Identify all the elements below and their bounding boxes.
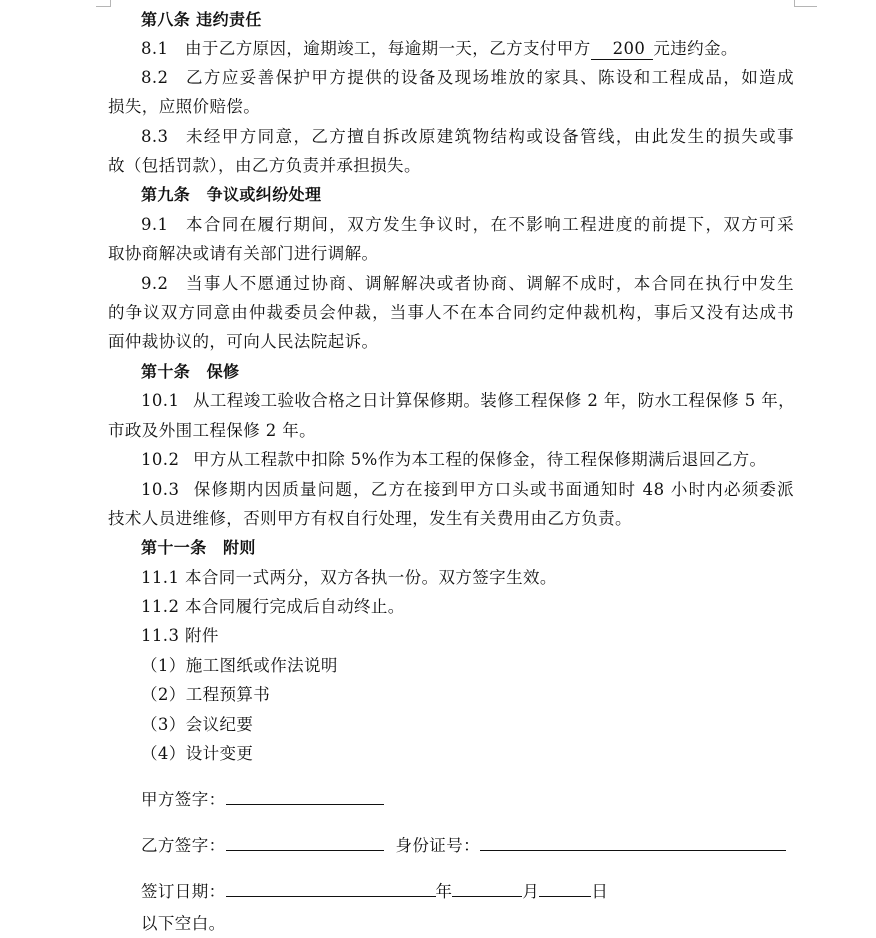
clause-8-3 [108,122,794,151]
clause-11-3: 11.3 附件 [141,626,219,645]
clause-number: 9.2 [141,274,169,293]
section-heading-10: 第十条 保修 [141,362,240,381]
section-heading-8: 第八条 违约责任 [141,10,262,29]
party-b-signature-row [108,830,794,859]
clause-text: 当事人不愿通过协商、调解解决或者协商、调解不成时，本合同在执行中发生 [185,274,794,293]
penalty-amount: 200 [591,39,654,60]
clause-10-2 [108,445,794,474]
attachment-1: （1）施工图纸或作法说明 [141,656,338,675]
clause-text: 未经甲方同意，乙方擅自拆改原建筑物结构或设备管线，由此发生的损失或事 [185,127,794,146]
party-a-signature-field[interactable] [226,784,384,805]
day-field[interactable] [539,876,591,897]
clause-text: 保修期内因质量问题，乙方在接到甲方口头或书面通知时 48 小时内必须委派 [193,480,794,499]
clause-9-2-cont: 的争议双方同意由仲裁委员会仲裁，当事人不在本合同约定仲裁机构，事后又没有达成书 [108,303,794,322]
clause-number: 8.1 [141,39,169,58]
clause-number: 10.2 [141,450,180,469]
party-a-label: 甲方签字： [141,790,226,809]
clause-9-2 [108,269,794,298]
clause-text: 本合同在履行期间，双方发生争议时，在不影响工程进度的前提下，双方可采 [185,215,794,234]
party-b-label: 乙方签字： [141,836,226,855]
clause-8-3-cont: 故（包括罚款），由乙方负责并承担损失。 [108,156,421,175]
clause-8-2 [108,63,794,92]
clause-10-1 [108,386,794,415]
clause-number: 8.2 [141,68,169,87]
signing-date-row [108,876,794,905]
clause-8-2-cont: 损失，应照价赔偿。 [108,97,261,116]
clause-text: 由于乙方原因，逾期竣工，每逾期一天，乙方支付甲方 [185,39,591,58]
clause-10-3 [108,475,794,504]
clause-11-1: 11.1 本合同一式两分，双方各执一份。双方签字生效。 [141,568,557,587]
id-number-field[interactable] [480,830,786,851]
month-label: 月 [522,882,540,901]
clause-text: 从工程竣工验收合格之日计算保修期。装修工程保修 2 年，防水工程保修 5 年， [193,391,796,410]
attachment-2: （2）工程预算书 [141,685,271,704]
clause-text: 甲方从工程款中扣除 5%作为本工程的保修金，待工程保修期满后退回乙方。 [193,450,767,469]
section-heading-11: 第十一条 附则 [141,538,256,557]
year-field[interactable] [226,876,436,897]
clause-9-1-cont: 取协商解决或请有关部门进行调解。 [108,244,379,263]
clause-text: 乙方应妥善保护甲方提供的设备及现场堆放的家具、陈设和工程成品，如造成 [185,68,794,87]
party-a-signature-row [108,784,794,813]
attachment-3: （3）会议纪要 [141,715,254,734]
blank-note: 以下空白。 [141,914,226,933]
clause-9-1 [108,210,794,239]
clause-number: 10.3 [141,480,180,499]
clause-number: 10.1 [141,391,180,410]
party-b-signature-field[interactable] [226,830,384,851]
clause-number: 8.3 [141,127,169,146]
day-label: 日 [591,882,609,901]
section-heading-9: 第九条 争议或纠纷处理 [141,185,322,204]
clause-11-2: 11.2 本合同履行完成后自动终止。 [141,597,405,616]
year-label: 年 [435,882,453,901]
id-number-label: 身份证号： [395,836,480,855]
clause-9-2-cont2: 面仲裁协议的，可向人民法院起诉。 [108,332,379,351]
clause-8-1 [108,34,794,63]
clause-10-1-cont: 市政及外围工程保修 2 年。 [108,421,317,440]
signing-date-label: 签订日期： [141,882,226,901]
clause-number: 9.1 [141,215,169,234]
clause-text: 元违约金。 [653,39,738,58]
month-field[interactable] [452,876,522,897]
attachment-4: （4）设计变更 [141,744,254,763]
crop-mark-right [794,0,817,7]
clause-10-3-cont: 技术人员进维修，否则甲方有权自行处理，发生有关费用由乙方负责。 [108,509,632,528]
